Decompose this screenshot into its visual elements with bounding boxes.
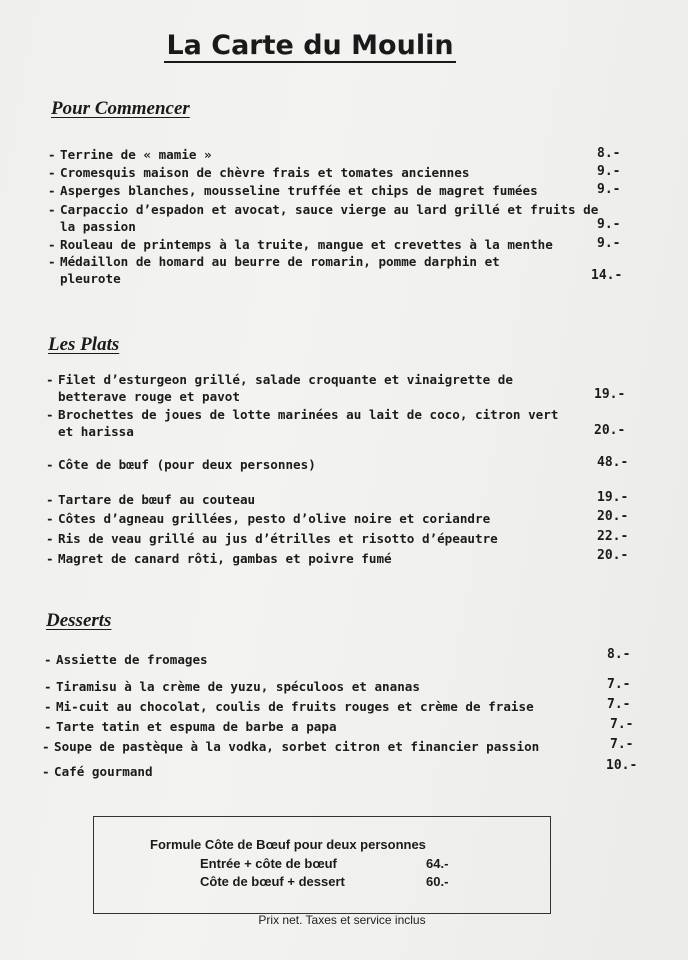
menu-item: - Filet d’esturgeon grillé, salade croquante et vinaigrette de betterave rouge et pavot — [46, 372, 513, 404]
menu-item: - Cromesquis maison de chèvre frais et tomates anciennes — [48, 165, 470, 180]
menu-item-price: 19.- — [594, 387, 626, 402]
menu-item-price: 7.- — [610, 717, 634, 732]
menu-item-price: 7.- — [607, 677, 631, 692]
formula-option-price: 64.- — [426, 856, 449, 871]
menu-item: - Mi-cuit au chocolat, coulis de fruits rouges et crème de fraise — [44, 699, 534, 714]
menu-item: - Ris de veau grillé au jus d’étrilles et risotto d’épeautre — [46, 531, 498, 546]
menu-item: - Côtes d’agneau grillées, pesto d’olive noire et coriandre — [46, 511, 491, 526]
menu-item: - Terrine de « mamie » — [48, 147, 212, 162]
menu-item: - Tiramisu à la crème de yuzu, spéculoos et ananas — [44, 679, 420, 694]
section-title-mains: Les Plats — [48, 334, 120, 355]
menu-item: - Asperges blanches, mousseline truffée et chips de magret fumées — [48, 183, 538, 198]
menu-item: - Tartare de bœuf au couteau — [46, 492, 256, 507]
menu-item: - Café gourmand — [42, 764, 153, 779]
menu-item: - Assiette de fromages — [44, 652, 208, 667]
menu-item-price: 22.- — [597, 529, 629, 544]
formula-option-label: Entrée + côte de bœuf — [200, 856, 337, 871]
formula-option-label: Côte de bœuf + dessert — [200, 874, 345, 889]
formula-box — [93, 816, 551, 914]
menu-item: - Soupe de pastèque à la vodka, sorbet citron et financier passion — [42, 739, 540, 754]
menu-item-price: 8.- — [597, 146, 621, 161]
formula-option-price: 60.- — [426, 874, 449, 889]
menu-item-price: 9.- — [597, 217, 621, 232]
menu-item-price: 48.- — [597, 455, 629, 470]
menu-item: - Brochettes de joues de lotte marinées au lait de coco, citron vert et harissa — [46, 407, 559, 439]
menu-item-price: 19.- — [597, 490, 629, 505]
menu-item-price: 9.- — [597, 236, 621, 251]
menu-item: - Tarte tatin et espuma de barbe a papa — [44, 719, 337, 734]
menu-item: - Côte de bœuf (pour deux personnes) — [46, 457, 316, 472]
menu-item-price: 7.- — [610, 737, 634, 752]
formula-title: Formule Côte de Bœuf pour deux personnes — [150, 837, 426, 852]
menu-item-price: 9.- — [597, 164, 621, 179]
menu-item-price: 20.- — [597, 548, 629, 563]
menu-item: - Médaillon de homard au beurre de romarin, pomme darphin et pleurote — [48, 254, 500, 286]
menu-item-price: 8.- — [607, 647, 631, 662]
menu-item-price: 20.- — [597, 509, 629, 524]
menu-title: La Carte du Moulin — [166, 30, 454, 61]
menu-item-price: 9.- — [597, 182, 621, 197]
menu-item: - Magret de canard rôti, gambas et poivre fumé — [46, 551, 392, 566]
menu-item: - Carpaccio d’espadon et avocat, sauce vierge au lard grillé et fruits de la passion — [48, 202, 599, 234]
menu-item: - Rouleau de printemps à la truite, mangue et crevettes à la menthe — [48, 237, 553, 252]
section-title-desserts: Desserts — [46, 610, 112, 631]
menu-item-price: 20.- — [594, 423, 626, 438]
menu-item-price: 7.- — [607, 697, 631, 712]
footer-note: Prix net. Taxes et service inclus — [258, 913, 426, 927]
section-title-starters: Pour Commencer — [51, 98, 190, 119]
menu-item-price: 10.- — [606, 758, 638, 773]
menu-item-price: 14.- — [591, 268, 623, 283]
